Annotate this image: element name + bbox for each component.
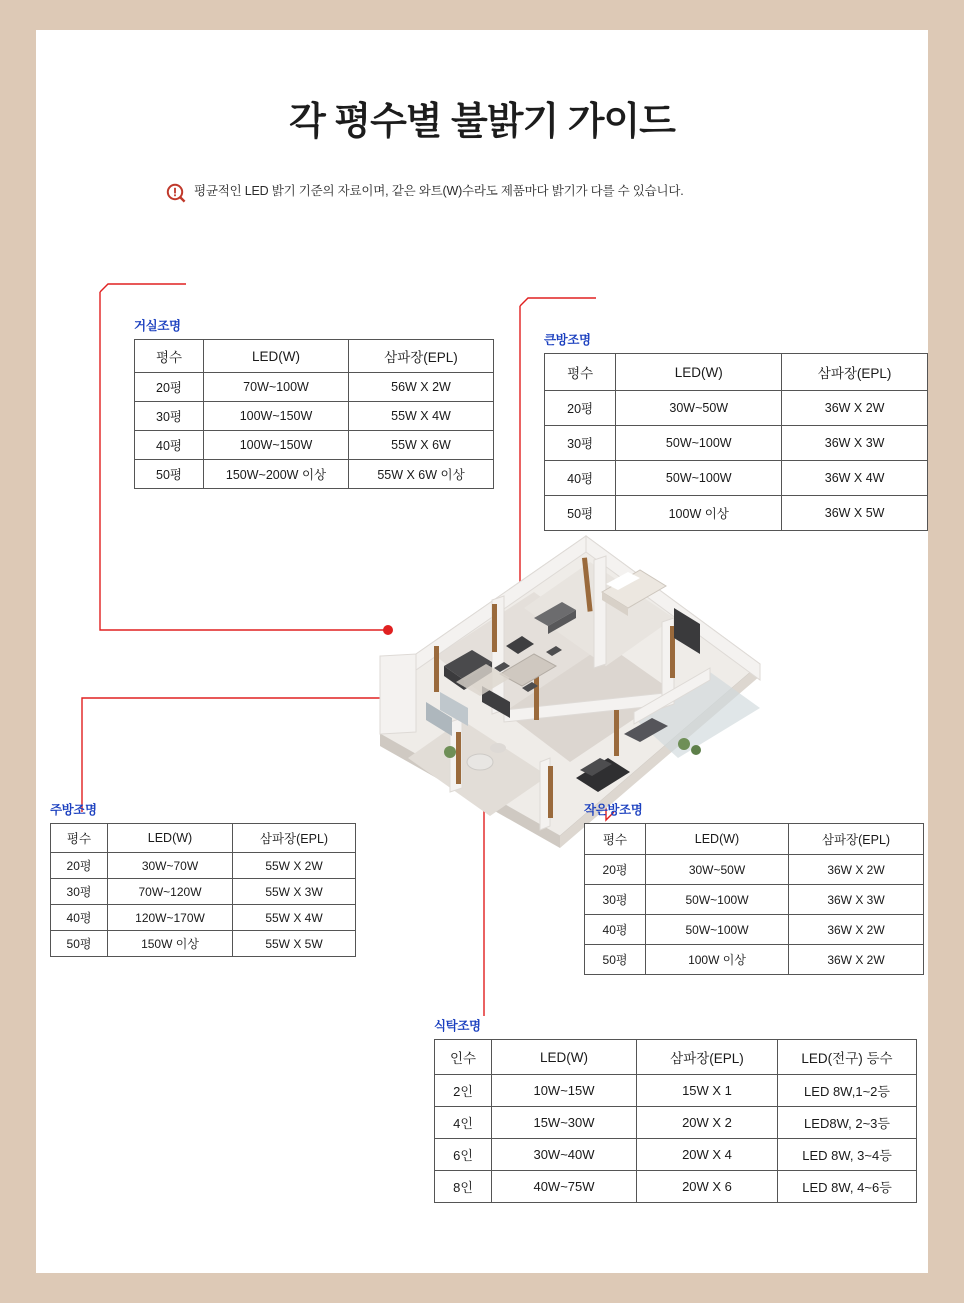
column-header: 평수 [585,824,646,855]
cell: 20W X 4 [637,1139,778,1171]
table-header-row [135,340,494,373]
cell: 40W~75W [492,1171,637,1203]
table-row [545,461,928,496]
cell: 30W~50W [646,855,789,885]
table-row [51,853,356,879]
column-header: 삼파장(EPL) [789,824,924,855]
cell: 55W X 3W [233,879,356,905]
table-block-dining [434,1016,917,1203]
cell: 30평 [135,402,204,431]
table-kitchen [50,823,356,957]
table-header-row [435,1040,917,1075]
cell: 36W X 2W [789,945,924,975]
cell: 15W~30W [492,1107,637,1139]
column-header: LED(W) [616,354,782,391]
column-header: 인수 [435,1040,492,1075]
table-row [435,1171,917,1203]
table-row [545,391,928,426]
cell: 50평 [545,496,616,531]
cell: 30평 [585,885,646,915]
table-dining [434,1039,917,1203]
cell: 40평 [135,431,204,460]
table-row [435,1107,917,1139]
column-header: LED(W) [108,824,233,853]
block-label-kitchen: 주방조명 [50,803,97,817]
cell: LED 8W,1~2등 [778,1075,917,1107]
cell: 120W~170W [108,905,233,931]
column-header: LED(전구) 등수 [778,1040,917,1075]
block-label-bigroom: 큰방조명 [544,333,591,347]
table-row [135,373,494,402]
block-label-dining: 식탁조명 [434,1019,481,1033]
column-header: 삼파장(EPL) [349,340,494,373]
cell: 100W~150W [204,431,349,460]
table-row [135,402,494,431]
block-label-smallroom: 작은방조명 [584,803,643,817]
cell: 30W~70W [108,853,233,879]
cell: 55W X 2W [233,853,356,879]
table-living [134,339,494,489]
cell: 100W~150W [204,402,349,431]
cell: 30W~40W [492,1139,637,1171]
table-row [585,855,924,885]
cell: 55W X 6W 이상 [349,460,494,489]
disclaimer-text: 평균적인 LED 밝기 기준의 자료이며, 같은 와트(W)수라도 제품마다 밝기가 다를 수 있습니다. [194,184,684,198]
cell: 20W X 6 [637,1171,778,1203]
table-row [435,1075,917,1107]
cell: 20W X 2 [637,1107,778,1139]
table-block-kitchen [50,800,356,957]
column-header: LED(W) [646,824,789,855]
cell: 20평 [585,855,646,885]
cell: LED 8W, 4~6등 [778,1171,917,1203]
cell: 40평 [585,915,646,945]
cell: 10W~15W [492,1075,637,1107]
table-row [51,879,356,905]
column-header: LED(W) [204,340,349,373]
cell: 30평 [51,879,108,905]
cell: 56W X 2W [349,373,494,402]
table-row [585,945,924,975]
cell: LED 8W, 3~4등 [778,1139,917,1171]
table-row [585,915,924,945]
table-block-living [134,316,494,489]
cell: 150W~200W 이상 [204,460,349,489]
cell: 20평 [545,391,616,426]
column-header: 평수 [545,354,616,391]
cell: 50W~100W [646,915,789,945]
cell: 50W~100W [646,885,789,915]
poster-page [36,30,928,1273]
cell: 55W X 4W [233,905,356,931]
cell: 50W~100W [616,461,782,496]
cell: 50평 [135,460,204,489]
cell: 36W X 5W [782,496,928,531]
column-header: 평수 [51,824,108,853]
cell: 36W X 3W [789,885,924,915]
cell: 150W 이상 [108,931,233,957]
table-row [135,431,494,460]
table-row [135,460,494,489]
cell: 8인 [435,1171,492,1203]
table-header-row [585,824,924,855]
cell: 36W X 2W [782,391,928,426]
column-header: 평수 [135,340,204,373]
table-row [51,905,356,931]
page-title: 각 평수별 불밝기 가이드 [289,101,675,143]
cell: 55W X 5W [233,931,356,957]
table-row [545,426,928,461]
table-row [51,931,356,957]
column-header: LED(W) [492,1040,637,1075]
table-row [435,1139,917,1171]
cell: 70W~100W [204,373,349,402]
table-header-row [51,824,356,853]
cell: 30평 [545,426,616,461]
table-block-smallroom [584,800,924,975]
cell: 4인 [435,1107,492,1139]
cell: 36W X 4W [782,461,928,496]
cell: LED8W, 2~3등 [778,1107,917,1139]
cell: 40평 [545,461,616,496]
table-smallroom [584,823,924,975]
cell: 100W 이상 [616,496,782,531]
cell: 100W 이상 [646,945,789,975]
column-header: 삼파장(EPL) [637,1040,778,1075]
table-block-bigroom [544,330,928,531]
block-label-living: 거실조명 [134,319,181,333]
cell: 36W X 2W [789,915,924,945]
table-header-row [545,354,928,391]
column-header: 삼파장(EPL) [782,354,928,391]
table-row [585,885,924,915]
cell: 50평 [585,945,646,975]
column-header: 삼파장(EPL) [233,824,356,853]
table-bigroom [544,353,928,531]
cell: 36W X 3W [782,426,928,461]
cell: 15W X 1 [637,1075,778,1107]
disclaimer-note [166,182,866,202]
cell: 70W~120W [108,879,233,905]
cell: 36W X 2W [789,855,924,885]
cell: 2인 [435,1075,492,1107]
cell: 30W~50W [616,391,782,426]
cell: 20평 [135,373,204,402]
cell: 55W X 4W [349,402,494,431]
cell: 40평 [51,905,108,931]
cell: 20평 [51,853,108,879]
table-row [545,496,928,531]
cell: 50평 [51,931,108,957]
exclamation-circle-icon [166,183,186,203]
cell: 6인 [435,1139,492,1171]
cell: 50W~100W [616,426,782,461]
cell: 55W X 6W [349,431,494,460]
